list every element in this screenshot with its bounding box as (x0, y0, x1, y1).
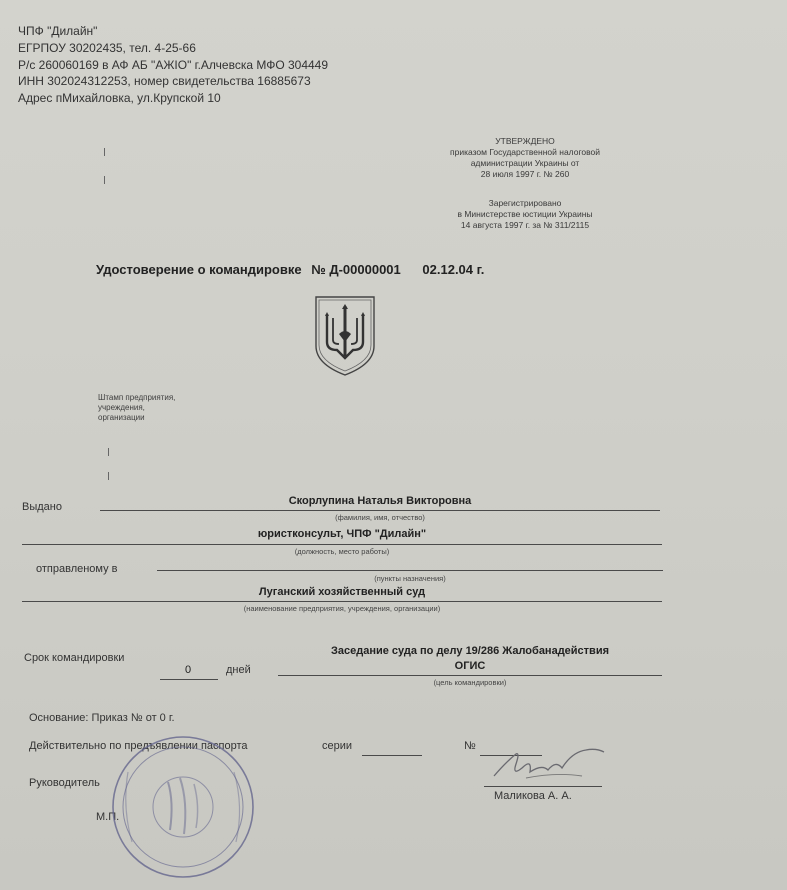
purpose-underline (278, 675, 662, 676)
approval-block (410, 136, 640, 180)
series-label: серии (322, 740, 353, 752)
sent-underline (157, 570, 663, 571)
org-address: Адрес пМихайловка, ул.Крупской 10 (18, 91, 221, 106)
org-name: ЧПФ "Дилайн" (18, 24, 98, 38)
document-title (96, 262, 484, 277)
stamp-placeholder-line: организации (98, 413, 145, 422)
coat-of-arms-icon (313, 294, 377, 378)
stamp-placeholder (98, 393, 175, 423)
title-text: Удостоверение о командировке (96, 262, 302, 277)
purpose-line-1: Заседание суда по делу 19/286 Жалобанадействия (330, 645, 610, 657)
purpose-line-2: ОГИС (454, 660, 486, 672)
fold-mark (104, 176, 105, 184)
organization-value: Луганский хозяйственный суд (258, 586, 426, 598)
term-label: Срок командировки (24, 652, 125, 664)
passport-number-label: № (464, 740, 476, 752)
document-date: 02.12.04 г. (422, 262, 485, 277)
seal-place-label: М.П. (96, 811, 120, 823)
term-underline (160, 679, 218, 680)
issued-underline (100, 510, 660, 511)
registration-line: 14 августа 1997 г. за № 311/2115 (460, 220, 590, 230)
series-underline (362, 755, 422, 756)
fold-mark (108, 448, 109, 456)
issued-caption: (фамилия, имя, отчество) (335, 513, 425, 522)
org-edrpou: ЕГРПОУ 30202435, тел. 4-25-66 (18, 40, 196, 55)
approval-line: приказом Государственной налоговой (450, 147, 600, 157)
issued-label: Выдано (22, 501, 62, 513)
position-caption: (должность, место работы) (294, 547, 390, 556)
purpose-caption: (цель командировки) (433, 678, 507, 687)
registration-block (410, 198, 640, 231)
basis-line: Основание: Приказ № от 0 г. (29, 712, 175, 724)
term-value: 0 (184, 664, 192, 676)
fold-mark (108, 472, 109, 480)
position-underline (22, 544, 662, 545)
round-seal-icon (108, 732, 258, 882)
approval-line: 28 июля 1997 г. № 260 (480, 169, 570, 179)
stamp-placeholder-line: учреждения, (98, 403, 145, 412)
head-name: Маликова А. А. (494, 790, 572, 802)
signature-icon (486, 742, 616, 788)
approval-line: УТВЕРЖДЕНО (495, 136, 555, 146)
position-value: юристконсульт, ЧПФ "Дилайн" (257, 528, 427, 540)
passport-label: Действительно по предъявлении паспорта (29, 740, 248, 752)
stamp-placeholder-line: Штамп предприятия, (98, 393, 176, 402)
organization-underline (22, 601, 662, 602)
org-inn: ИНН 302024312253, номер свидетельства 16885673 (18, 74, 311, 89)
document-number: № Д-00000001 (311, 262, 401, 277)
sent-caption: (пункты назначения) (374, 574, 446, 583)
registration-line: в Министерстве юстиции Украины (457, 209, 593, 219)
sent-label: отправленому в (36, 563, 118, 575)
fold-mark (104, 148, 105, 156)
term-unit: дней (226, 664, 251, 676)
issued-value: Скорлупина Наталья Викторовна (288, 495, 472, 507)
organization-caption: (наименование предприятия, учреждения, организации) (243, 604, 441, 613)
org-header (18, 23, 328, 107)
registration-line: Зарегистрировано (488, 198, 562, 208)
org-bank-account: Р/с 260060169 в АФ АБ "АЖІО" г.Алчевска МФО 304449 (18, 57, 329, 72)
approval-line: администрации Украины от (470, 158, 580, 168)
head-label: Руководитель (29, 777, 100, 789)
